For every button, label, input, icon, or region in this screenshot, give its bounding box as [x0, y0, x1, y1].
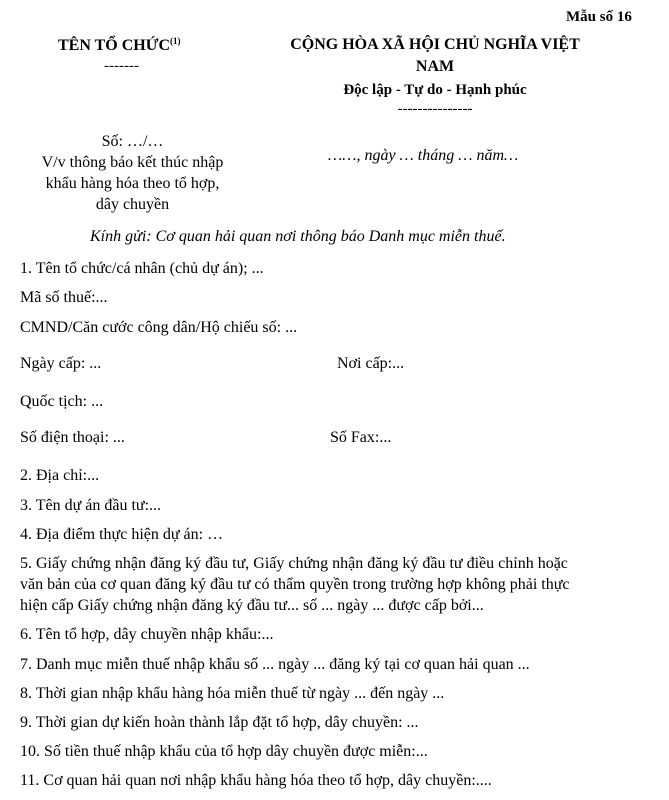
issue-place: Nơi cấp:...	[337, 355, 405, 372]
organization-name	[58, 36, 181, 55]
id-card-number: CMND/Căn cước công dân/Hộ chiếu số: ...	[20, 319, 298, 336]
left-header-divider: -------	[104, 58, 139, 74]
subject-line1: V/v thông báo kết thúc nhập	[41, 154, 224, 171]
item5-line2: văn bản của cơ quan đăng ký đầu tư có thẩm quyền trong trường hợp không phải thực	[20, 576, 570, 593]
document-number: Số: …/…	[101, 133, 164, 150]
recipient-line: Kính gửi: Cơ quan hải quan nơi thông báo Danh mục miễn thuế.	[90, 228, 506, 245]
right-header-divider: ---------------	[397, 101, 473, 117]
national-title-line1: CỘNG HÒA XÃ HỘI CHỦ NGHĨA VIỆT	[290, 36, 580, 53]
nationality: Quốc tịch: ...	[20, 393, 104, 410]
date-line: ……, ngày … tháng … năm…	[328, 147, 519, 164]
item5-line1: 5. Giấy chứng nhận đăng ký đầu tư, Giấy chứng nhận đăng ký đầu tư điều chỉnh hoặc	[20, 555, 568, 572]
item4-project-location: 4. Địa điểm thực hiện dự án: …	[20, 526, 224, 543]
item9-completion-time: 9. Thời gian dự kiến hoàn thành lắp đặt tổ hợp, dây chuyền: ...	[20, 714, 419, 731]
item11-import-customs-office: 11. Cơ quan hải quan nơi nhập khẩu hàng hóa theo tổ hợp, dây chuyền:....	[20, 772, 492, 789]
national-motto: Độc lập - Tự do - Hạnh phúc	[343, 82, 527, 98]
fax-number: Số Fax:...	[330, 429, 392, 446]
item6-assembly-name: 6. Tên tổ hợp, dây chuyền nhập khẩu:...	[20, 626, 274, 643]
form-number: Mẫu số 16	[566, 9, 632, 25]
item1-organization-name: 1. Tên tổ chức/cá nhân (chủ dự án); ...	[20, 260, 264, 277]
subject-line3: dây chuyền	[95, 196, 170, 213]
organization-name-text: TÊN TỔ CHỨC	[58, 37, 171, 54]
item10-exempt-tax-amount: 10. Số tiền thuế nhập khẩu của tổ hợp dây chuyền được miễn:...	[20, 743, 428, 760]
subject-line2: khẩu hàng hóa theo tổ hợp,	[45, 175, 220, 192]
item8-import-period: 8. Thời gian nhập khẩu hàng hóa miễn thuế từ ngày ... đến ngày ...	[20, 685, 445, 702]
item7-exemption-list: 7. Danh mục miễn thuế nhập khẩu số ... ngày ... đăng ký tại cơ quan hải quan ...	[20, 656, 530, 673]
tax-code: Mã số thuế:...	[20, 289, 108, 306]
phone-number: Số điện thoại: ...	[20, 429, 125, 446]
item3-project-name: 3. Tên dự án đầu tư:...	[20, 497, 162, 514]
issue-date: Ngày cấp: ...	[20, 355, 102, 372]
organization-footnote: (1)	[170, 36, 181, 46]
national-title-line2: NAM	[415, 58, 455, 75]
item2-address: 2. Địa chỉ:...	[20, 467, 100, 484]
item5-line3: hiện cấp Giấy chứng nhận đăng ký đầu tư... số ... ngày ... được cấp bởi...	[20, 597, 484, 614]
